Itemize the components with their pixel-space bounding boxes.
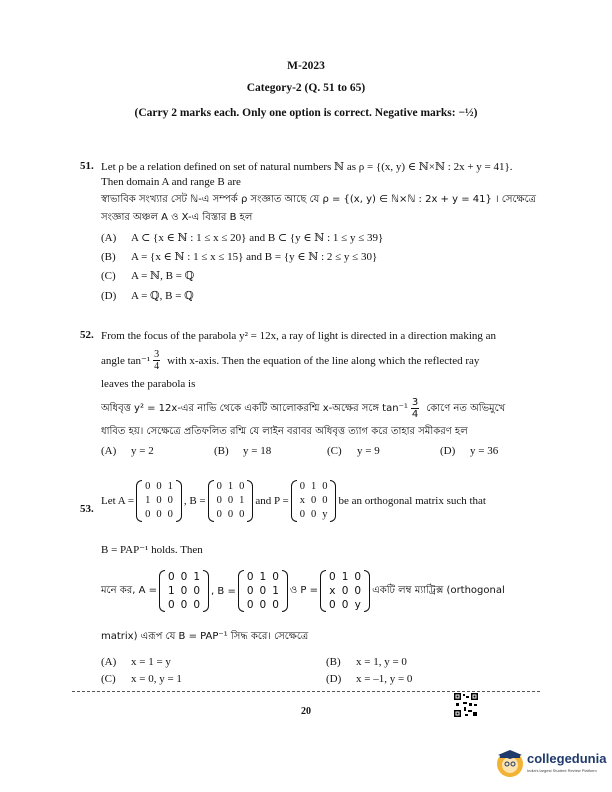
- matrix-cell: y: [354, 599, 361, 611]
- logo-tagline: India's largest Student Review Platform: [527, 768, 597, 773]
- q53-option-a-text: x = 1 = y: [131, 656, 171, 668]
- matrix-cell: 0: [272, 571, 279, 583]
- matrix-cell: 0: [145, 481, 151, 492]
- matrix-cell: 1: [310, 481, 317, 492]
- q53-let-a: Let A =: [101, 495, 135, 507]
- q52-bn-fraction-numerator: 3: [411, 397, 419, 408]
- matrix-cell: 0: [193, 585, 201, 597]
- q53-bn-and-p: ও P =: [289, 584, 319, 596]
- q53-option-a-label: (A): [101, 656, 117, 668]
- q53-bn-b-equals: , B =: [211, 585, 236, 597]
- matrix-cell: 0: [239, 509, 245, 520]
- matrix-cell: 0: [227, 509, 234, 520]
- matrix-cell: 1: [259, 571, 267, 583]
- matrix-cell: 0: [272, 599, 279, 611]
- q53-option-d-text: x = –1, y = 0: [356, 673, 413, 685]
- q53-bn-prefix: মনে কর, A =: [101, 584, 157, 596]
- matrix-cell: 0: [259, 585, 267, 597]
- matrix-cell: 0: [341, 599, 349, 611]
- q52-option-c-label: (C): [327, 445, 342, 457]
- q52-option-a-text: y = 2: [131, 445, 154, 457]
- paper-code: M-2023: [287, 60, 325, 72]
- matrix-cell: y: [322, 509, 328, 520]
- q52-fraction: [153, 349, 160, 372]
- q53-english-matrix-row: [101, 480, 488, 522]
- matrix-cell: 0: [329, 571, 336, 583]
- q52-bn-fraction: [411, 397, 419, 420]
- matrix-cell: 1: [145, 495, 151, 506]
- q52-bn-suffix: কোণে নত অভিমুখে: [426, 402, 506, 414]
- q51-option-d-label: (D): [101, 290, 117, 302]
- q53-tail: be an orthogonal matrix such that: [338, 495, 486, 507]
- matrix-cell: 0: [329, 599, 336, 611]
- matrix-cell: 0: [216, 509, 222, 520]
- matrix-cell: 0: [156, 495, 162, 506]
- matrix-cell: 0: [180, 585, 188, 597]
- matrix-cell: 1: [341, 571, 349, 583]
- matrix-p: [291, 480, 337, 522]
- matrix-cell: 0: [259, 599, 267, 611]
- matrix-cell: 1: [193, 571, 201, 583]
- matrix-cell: x: [299, 495, 305, 506]
- q52-option-d-text: y = 36: [470, 445, 499, 457]
- q53-bengali-line2: matrix) এরূপ যে B = PAP⁻¹ সিদ্ধ করে। সেক্ষেত্রে: [101, 631, 309, 642]
- matrix-cell: 0: [299, 481, 305, 492]
- q52-english-line2: [101, 349, 479, 372]
- q52-option-b-label: (B): [214, 445, 229, 457]
- matrix-cell: 1: [227, 481, 234, 492]
- q51-bengali-line1: স্বাভাবিক সংখ্যার সেট ℕ-এ সম্পর্ক ρ সংজ্ঞাত আছে যে ρ = {(x, y) ∈ ℕ×ℕ : 2x + y = 41} । সেক্ষেত্রে: [101, 194, 536, 205]
- q52-fraction-denominator: 4: [154, 361, 160, 372]
- q52-bn-prefix: অধিবৃত্ত y² = 12x-এর নাভি থেকে একটি আলোকরশ্মি x-অক্ষের সঙ্গে tan⁻¹: [101, 402, 408, 414]
- matrix-cell: 0: [246, 571, 254, 583]
- q52-bn-fraction-denominator: 4: [411, 409, 419, 420]
- q51-option-c-label: (C): [101, 270, 116, 282]
- page-number: 20: [301, 706, 311, 717]
- matrix-cell: 0: [322, 481, 328, 492]
- matrix-a: [136, 480, 182, 522]
- q51-english-line1: Let ρ be a relation defined on set of natural numbers ℕ as ρ = {(x, y) ∈ ℕ×ℕ : 2x + y = 41}.: [101, 161, 513, 173]
- q51-option-a-label: (A): [101, 232, 117, 244]
- matrix-cell: 0: [167, 495, 173, 506]
- matrix-cell: 0: [167, 571, 175, 583]
- matrix-cell: 0: [310, 509, 317, 520]
- matrix-cell: 0: [180, 599, 188, 611]
- matrix-cell: 0: [246, 599, 254, 611]
- matrix-cell: 0: [239, 481, 245, 492]
- matrix-cell: 0: [156, 481, 162, 492]
- q53-bn-tail: একটি লম্ব ম্যাট্রিক্স (orthogonal: [372, 584, 505, 596]
- q51-option-b-label: (B): [101, 251, 116, 263]
- matrix-cell: 0: [227, 495, 234, 506]
- matrix-cell: 0: [354, 585, 362, 597]
- matrix-cell: 1: [167, 481, 173, 492]
- q53-option-c-text: x = 0, y = 1: [131, 673, 182, 685]
- matrix-cell: 0: [322, 495, 328, 506]
- question-52-number: 52.: [80, 329, 94, 341]
- q52-angle-suffix: with x-axis. Then the equation of the line along which the reflected ray: [167, 354, 480, 367]
- q52-bengali-line2: ধাবিত হয়। সেক্ষেত্রে প্রতিফলিত রশ্মি যে লাইন বরাবর অধিবৃত্ত ত্যাগ করে তাহার সমীকরণ হল: [101, 426, 468, 437]
- matrix-cell: 0: [145, 509, 151, 520]
- category-title: Category-2 (Q. 51 to 65): [246, 82, 366, 94]
- matrix-cell: 1: [239, 495, 245, 506]
- q53-option-c-label: (C): [101, 673, 116, 685]
- matrix-b-bn: [238, 570, 288, 612]
- matrix-p-bn: [320, 570, 370, 612]
- matrix-cell: 0: [299, 509, 305, 520]
- matrix-cell: 0: [341, 585, 349, 597]
- matrix-cell: 0: [246, 585, 254, 597]
- q52-english-line1: From the focus of the parabola y² = 12x, a ray of light is directed in a direction making an: [101, 330, 497, 342]
- q53-b-equals: , B =: [183, 495, 206, 507]
- q51-bengali-line2: সংজ্ঞার অঞ্চল A ও X-এ বিস্তার B হল: [101, 212, 253, 223]
- matrix-cell: 0: [193, 599, 201, 611]
- q52-english-line3: leaves the parabola is: [101, 378, 196, 390]
- q53-option-d-label: (D): [326, 673, 342, 685]
- q52-option-a-label: (A): [101, 445, 117, 457]
- q52-option-c-text: y = 9: [357, 445, 380, 457]
- q52-bengali-line1: [101, 397, 505, 420]
- q52-option-b-text: y = 18: [243, 445, 272, 457]
- q53-option-b-label: (B): [326, 656, 341, 668]
- matrix-cell: x: [329, 585, 336, 597]
- matrix-b: [208, 480, 254, 522]
- matrix-cell: 1: [272, 585, 279, 597]
- matrix-cell: 0: [216, 481, 222, 492]
- q52-fraction-numerator: 3: [154, 349, 160, 360]
- matrix-cell: 0: [167, 599, 175, 611]
- q51-option-a-text: A ⊂ {x ∈ ℕ : 1 ≤ x ≤ 20} and B ⊂ {y ∈ ℕ : 1 ≤ y ≤ 39}: [131, 232, 384, 244]
- matrix-cell: 0: [156, 509, 162, 520]
- q52-option-d-label: (D): [440, 445, 456, 457]
- q51-option-d-text: A = ℚ, B = ℚ: [131, 290, 194, 302]
- matrix-cell: 0: [354, 571, 362, 583]
- question-51-number: 51.: [80, 160, 94, 172]
- q53-and-p: and P =: [255, 495, 289, 507]
- q51-option-b-text: A = {x ∈ ℕ : 1 ≤ x ≤ 15} and B = {y ∈ ℕ : 2 ≤ y ≤ 30}: [131, 251, 378, 263]
- q52-angle-prefix: angle tan⁻¹: [101, 354, 151, 367]
- matrix-cell: 0: [216, 495, 222, 506]
- q51-english-line2: Then domain A and range B are: [101, 176, 241, 188]
- matrix-cell: 0: [167, 509, 173, 520]
- q53-bengali-matrix-row: [101, 570, 507, 612]
- q53-option-b-text: x = 1, y = 0: [356, 656, 407, 668]
- matrix-cell: 0: [310, 495, 317, 506]
- question-53-number: 53.: [80, 503, 94, 515]
- q51-option-c-text: A = ℕ, B = ℚ: [131, 270, 195, 282]
- logo-wordmark: collegedunia: [527, 751, 607, 766]
- matrix-cell: 1: [167, 585, 175, 597]
- marking-note: (Carry 2 marks each. Only one option is correct. Negative marks: −½): [134, 107, 478, 119]
- matrix-a-bn: [159, 570, 209, 612]
- matrix-cell: 0: [180, 571, 188, 583]
- q53-english-line2: B = PAP⁻¹ holds. Then: [101, 544, 203, 556]
